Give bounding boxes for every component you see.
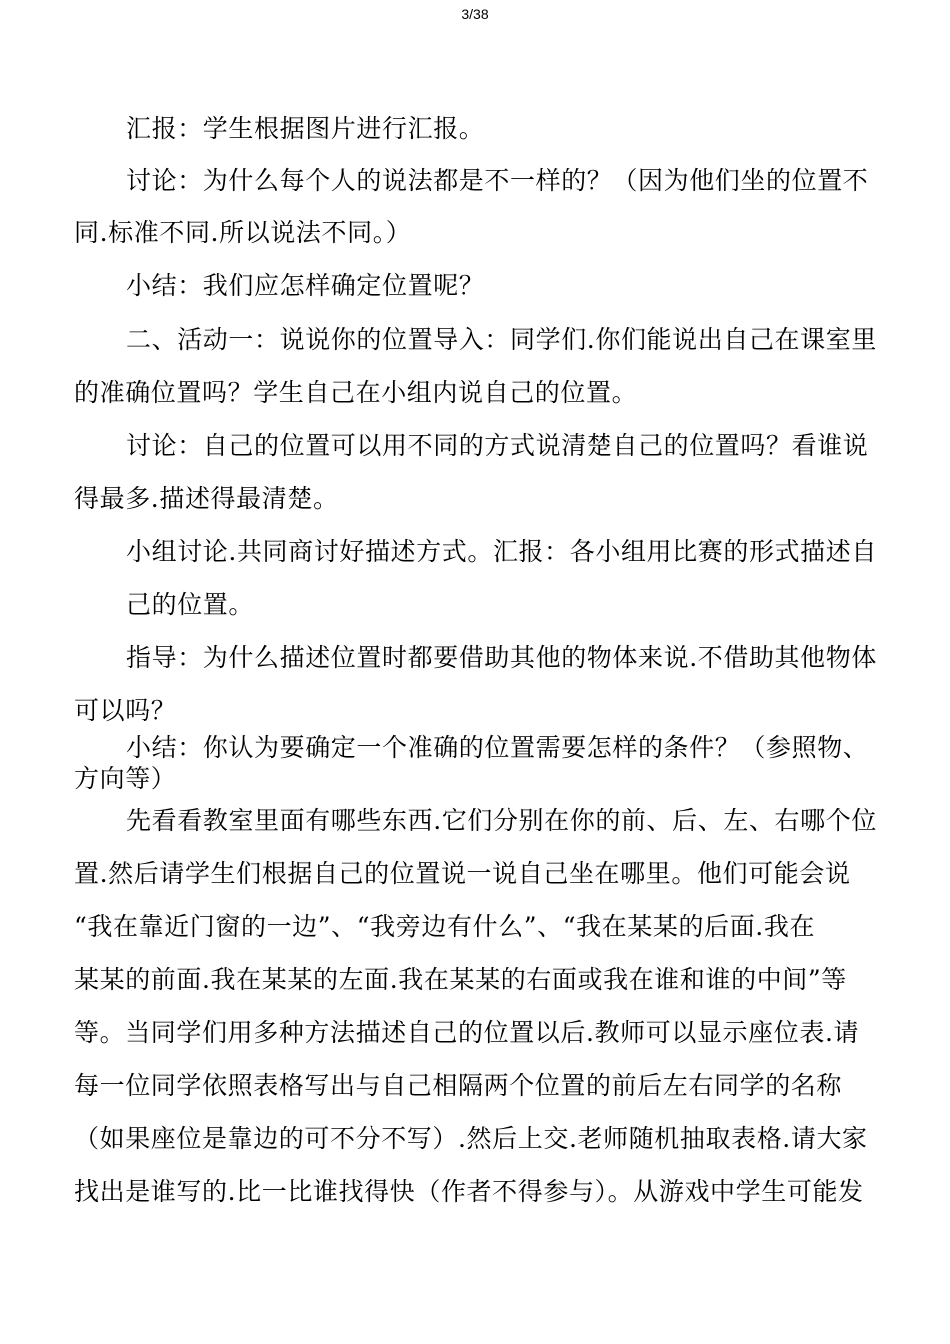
paragraph-line: 等。当同学们用多种方法描述自己的位置以后.教师可以显示座位表.请	[74, 1018, 860, 1047]
paragraph-line: 二、活动一：说说你的位置导入：同学们.你们能说出自己在课室里	[126, 325, 877, 354]
paragraph-line: 小组讨论.共同商讨好描述方式。汇报：各小组用比赛的形式描述自	[126, 537, 877, 566]
paragraph-line: “我在靠近门窗的一边”、“我旁边有什么”、“我在某某的后面.我在	[74, 912, 816, 941]
paragraph-line: 找出是谁写的.比一比谁找得快（作者不得参与）。从游戏中学生可能发	[74, 1177, 864, 1206]
paragraph-line: 先看看教室里面有哪些东西.它们分别在你的前、后、左、右哪个位	[126, 806, 877, 835]
paragraph-line: 指导：为什么描述位置时都要借助其他的物体来说.不借助其他物体	[126, 643, 877, 672]
paragraph-line: 己的位置。	[126, 590, 255, 619]
paragraph-line: 同.标准不同.所以说法不同。）	[74, 218, 412, 247]
paragraph-line: 可以吗？	[74, 696, 177, 725]
paragraph-line: 置.然后请学生们根据自己的位置说一说自己坐在哪里。他们可能会说	[74, 859, 851, 888]
paragraph-line: 小结：我们应怎样确定位置呢？	[126, 271, 485, 300]
paragraph-line: （如果座位是靠边的可不分不写）.然后上交.老师随机抽取表格.请大家	[74, 1124, 868, 1153]
paragraph-line: 每一位同学依照表格写出与自己相隔两个位置的前后左右同学的名称	[74, 1071, 843, 1100]
paragraph-line: 方向等）	[74, 764, 177, 793]
paragraph-line: 小结：你认为要确定一个准确的位置需要怎样的条件？（参照物、	[126, 733, 869, 762]
paragraph-line: 得最多.描述得最清楚。	[74, 484, 339, 513]
paragraph-line: 的准确位置吗？学生自己在小组内说自己的位置。	[74, 378, 638, 407]
paragraph-line: 汇报：学生根据图片进行汇报。	[126, 114, 485, 143]
paragraph-line: 讨论：自己的位置可以用不同的方式说清楚自己的位置吗？看谁说	[126, 431, 869, 460]
paragraph-line: 讨论：为什么每个人的说法都是不一样的？（因为他们坐的位置不	[126, 166, 869, 195]
page-number: 3/38	[461, 6, 489, 22]
paragraph-line: 某某的前面.我在某某的左面.我在某某的右面或我在谁和谁的中间”等	[74, 965, 847, 994]
